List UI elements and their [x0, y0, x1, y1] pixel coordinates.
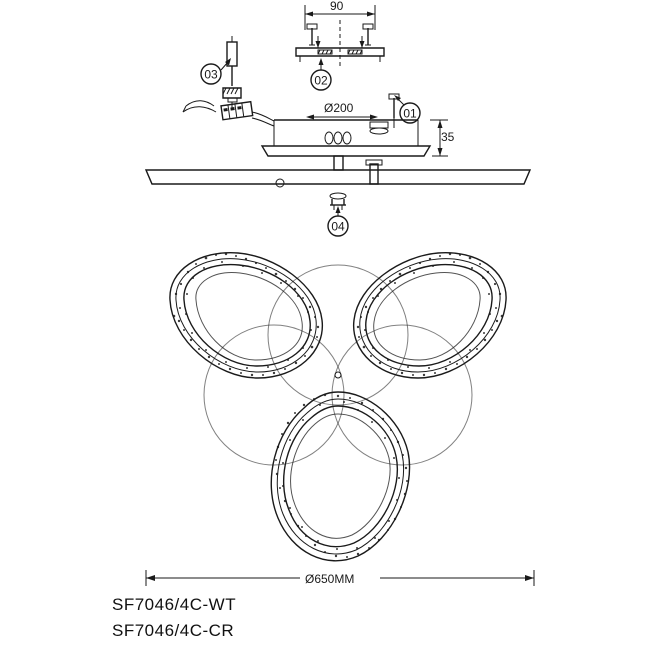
screw-pair-02 — [296, 20, 384, 66]
dimension-90-label: 90 — [330, 0, 344, 13]
screw-detail-01 — [370, 94, 399, 134]
fixture-side-view — [146, 120, 530, 184]
screw-detail-04 — [276, 160, 382, 210]
callout-03 — [201, 58, 231, 84]
callout-03-label: 03 — [204, 67, 218, 82]
wiring-terminal-block — [183, 101, 274, 126]
rod-assembly-03 — [223, 36, 241, 108]
callout-01-label: 01 — [403, 106, 417, 121]
callout-04-label: 04 — [331, 219, 345, 234]
dimension-35-label: 35 — [441, 130, 455, 144]
dimension-d200 — [306, 115, 378, 120]
model-code-list — [112, 592, 236, 644]
dimension-d650-label: Ø650MM — [305, 572, 355, 586]
callout-02 — [311, 58, 331, 90]
callout-01 — [394, 95, 420, 123]
fixture-bottom-view — [170, 253, 506, 561]
model-code-wt: SF7046/4C-WT — [112, 595, 237, 614]
model-code-cr: SF7046/4C-CR — [112, 621, 235, 640]
callout-04 — [328, 206, 348, 236]
dimension-d200-label: Ø200 — [324, 101, 354, 115]
callout-02-label: 02 — [314, 73, 328, 88]
